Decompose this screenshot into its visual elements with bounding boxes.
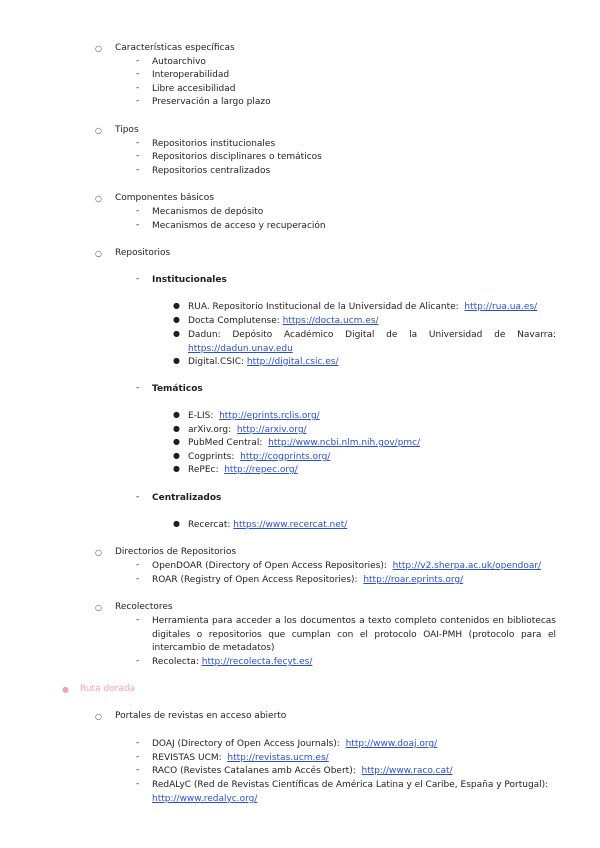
circle-bullet-icon: ○: [95, 603, 102, 612]
journal-portal-link[interactable]: http://revistas.ucm.es/: [227, 753, 329, 763]
dash-bullet-icon: -: [136, 560, 140, 570]
dash-bullet-icon: -: [136, 752, 140, 762]
repository-link[interactable]: http://repec.org/: [224, 465, 298, 475]
list-item: [152, 574, 463, 588]
repository-link[interactable]: http://cogprints.org/: [240, 452, 331, 462]
list-item: [188, 301, 556, 315]
dot-bullet-icon: ●: [173, 519, 180, 528]
list-item: Autoarchivo: [152, 57, 206, 67]
dash-bullet-icon: -: [136, 656, 140, 666]
list-item: [188, 315, 556, 329]
dash-bullet-icon: -: [136, 220, 140, 230]
directory-link[interactable]: http://roar.eprints.org/: [363, 575, 464, 585]
dash-bullet-icon: -: [136, 165, 140, 175]
list-item: Interoperabilidad: [152, 70, 230, 80]
dash-bullet-icon: -: [136, 151, 140, 161]
list-item: [152, 779, 556, 806]
repository-link[interactable]: http://eprints.rclis.org/: [219, 411, 320, 421]
list-item: [152, 560, 541, 574]
list-item: Mecanismos de acceso y recuperación: [152, 221, 326, 231]
dot-bullet-icon: ●: [173, 315, 180, 324]
dash-bullet-icon: -: [136, 765, 140, 775]
list-item: Mecanismos de depósito: [152, 207, 264, 217]
dash-bullet-icon: -: [136, 779, 140, 789]
circle-bullet-icon: ○: [95, 712, 102, 721]
list-item: Repositorios institucionales: [152, 139, 276, 149]
circle-bullet-icon: ○: [95, 126, 102, 135]
item-text: ROAR (Registry of Open Access Repositories):: [152, 575, 358, 585]
list-item: [152, 752, 329, 766]
dash-bullet-icon: -: [136, 206, 140, 216]
repository-link[interactable]: http://rua.ua.es/: [464, 302, 538, 312]
dash-bullet-icon: -: [136, 615, 140, 625]
dash-bullet-icon: -: [136, 738, 140, 748]
repository-link[interactable]: http://www.ncbi.nlm.nih.gov/pmc/: [268, 438, 421, 448]
section-heading: Ruta dorada: [80, 684, 136, 694]
item-text: Cogprints:: [188, 452, 235, 462]
list-item: [188, 464, 556, 478]
list-item: Herramienta para acceder a los documentos a texto completo contenidos en bibliotecas digitales o repositorios que cumplan con el protocolo OAI-PMH (protocolo para el intercambio de metadatos): [152, 616, 556, 653]
item-text: RUA. Repositorio Institucional de la Universidad de Alicante:: [188, 302, 459, 312]
item-text: Recolecta:: [152, 657, 199, 667]
dot-bullet-icon: ●: [173, 424, 180, 433]
journal-portal-link[interactable]: http://www.redalyc.org/: [152, 793, 258, 804]
dot-bullet-icon: ●: [62, 685, 69, 694]
list-item: Libre accesibilidad: [152, 84, 236, 94]
repository-link[interactable]: https://www.recercat.net/: [233, 520, 348, 530]
dot-bullet-icon: ●: [173, 356, 180, 365]
item-text: E-LIS:: [188, 411, 214, 421]
list-item: [188, 410, 556, 424]
list-item: [152, 738, 437, 752]
section-title: Repositorios: [115, 248, 171, 258]
subsection-heading: Institucionales: [152, 275, 227, 285]
dash-bullet-icon: -: [136, 83, 140, 93]
section-title: Componentes básicos: [115, 193, 214, 203]
dash-bullet-icon: -: [136, 574, 140, 584]
list-item: Preservación a largo plazo: [152, 97, 271, 107]
item-text: Docta Complutense:: [188, 316, 280, 326]
list-item: [188, 451, 556, 465]
item-text: REVISTAS UCM:: [152, 753, 222, 763]
item-text: Digital.CSIC:: [188, 357, 245, 367]
dash-bullet-icon: -: [136, 383, 140, 393]
item-text: DOAJ (Directory of Open Access Journals):: [152, 739, 340, 749]
dot-bullet-icon: ●: [173, 329, 180, 338]
list-item: Repositorios disciplinares o temáticos: [152, 152, 322, 162]
repository-link[interactable]: https://dadun.unav.edu: [188, 343, 293, 354]
item-text: Recercat:: [188, 520, 231, 530]
item-text: RACO (Revistes Catalanes amb Accés Obert):: [152, 766, 356, 776]
journal-portal-link[interactable]: http://www.raco.cat/: [361, 766, 453, 776]
section-title: Portales de revistas en acceso abierto: [115, 711, 287, 721]
list-item: [188, 329, 556, 356]
list-item: [188, 437, 556, 451]
harvester-link[interactable]: http://recolecta.fecyt.es/: [201, 657, 313, 667]
item-text: PubMed Central:: [188, 438, 263, 448]
dash-bullet-icon: -: [136, 138, 140, 148]
dot-bullet-icon: ●: [173, 410, 180, 419]
list-item: [188, 424, 556, 438]
dash-bullet-icon: -: [136, 69, 140, 79]
dot-bullet-icon: ●: [173, 301, 180, 310]
repository-link[interactable]: http://arxiv.org/: [236, 425, 307, 435]
dot-bullet-icon: ●: [173, 464, 180, 473]
circle-bullet-icon: ○: [95, 44, 102, 53]
item-text: RedALyC (Red de Revistas Científicas de América Latina y el Caribe, España y Portugal):: [152, 780, 549, 790]
item-text: Dadun: Depósito Académico Digital de la Universidad de Navarra:: [188, 330, 556, 340]
item-text: OpenDOAR (Directory of Open Access Repositories):: [152, 561, 387, 571]
dot-bullet-icon: ●: [173, 437, 180, 446]
circle-bullet-icon: ○: [95, 194, 102, 203]
dash-bullet-icon: -: [136, 492, 140, 502]
item-text: arXiv.org:: [188, 425, 232, 435]
section-title: Recolectores: [115, 602, 173, 612]
journal-portal-link[interactable]: http://www.doaj.org/: [345, 739, 438, 749]
section-title: Directorios de Repositorios: [115, 547, 237, 557]
repository-link[interactable]: http://digital.csic.es/: [246, 357, 339, 367]
dash-bullet-icon: -: [136, 96, 140, 106]
repository-link[interactable]: https://docta.ucm.es/: [282, 316, 379, 326]
subsection-heading: Temáticos: [152, 384, 203, 394]
section-title: Características específicas: [115, 43, 235, 53]
list-item: [152, 656, 312, 670]
dash-bullet-icon: -: [136, 56, 140, 66]
list-item: [188, 519, 556, 533]
directory-link[interactable]: http://v2.sherpa.ac.uk/opendoar/: [392, 561, 542, 571]
dash-bullet-icon: -: [136, 274, 140, 284]
circle-bullet-icon: ○: [95, 249, 102, 258]
list-item: Repositorios centralizados: [152, 166, 271, 176]
item-text: RePEc:: [188, 465, 219, 475]
section-title: Tipos: [115, 125, 139, 135]
list-item: [152, 765, 453, 779]
dot-bullet-icon: ●: [173, 451, 180, 460]
subsection-heading: Centralizados: [152, 493, 222, 503]
circle-bullet-icon: ○: [95, 548, 102, 557]
list-item: [188, 356, 556, 370]
